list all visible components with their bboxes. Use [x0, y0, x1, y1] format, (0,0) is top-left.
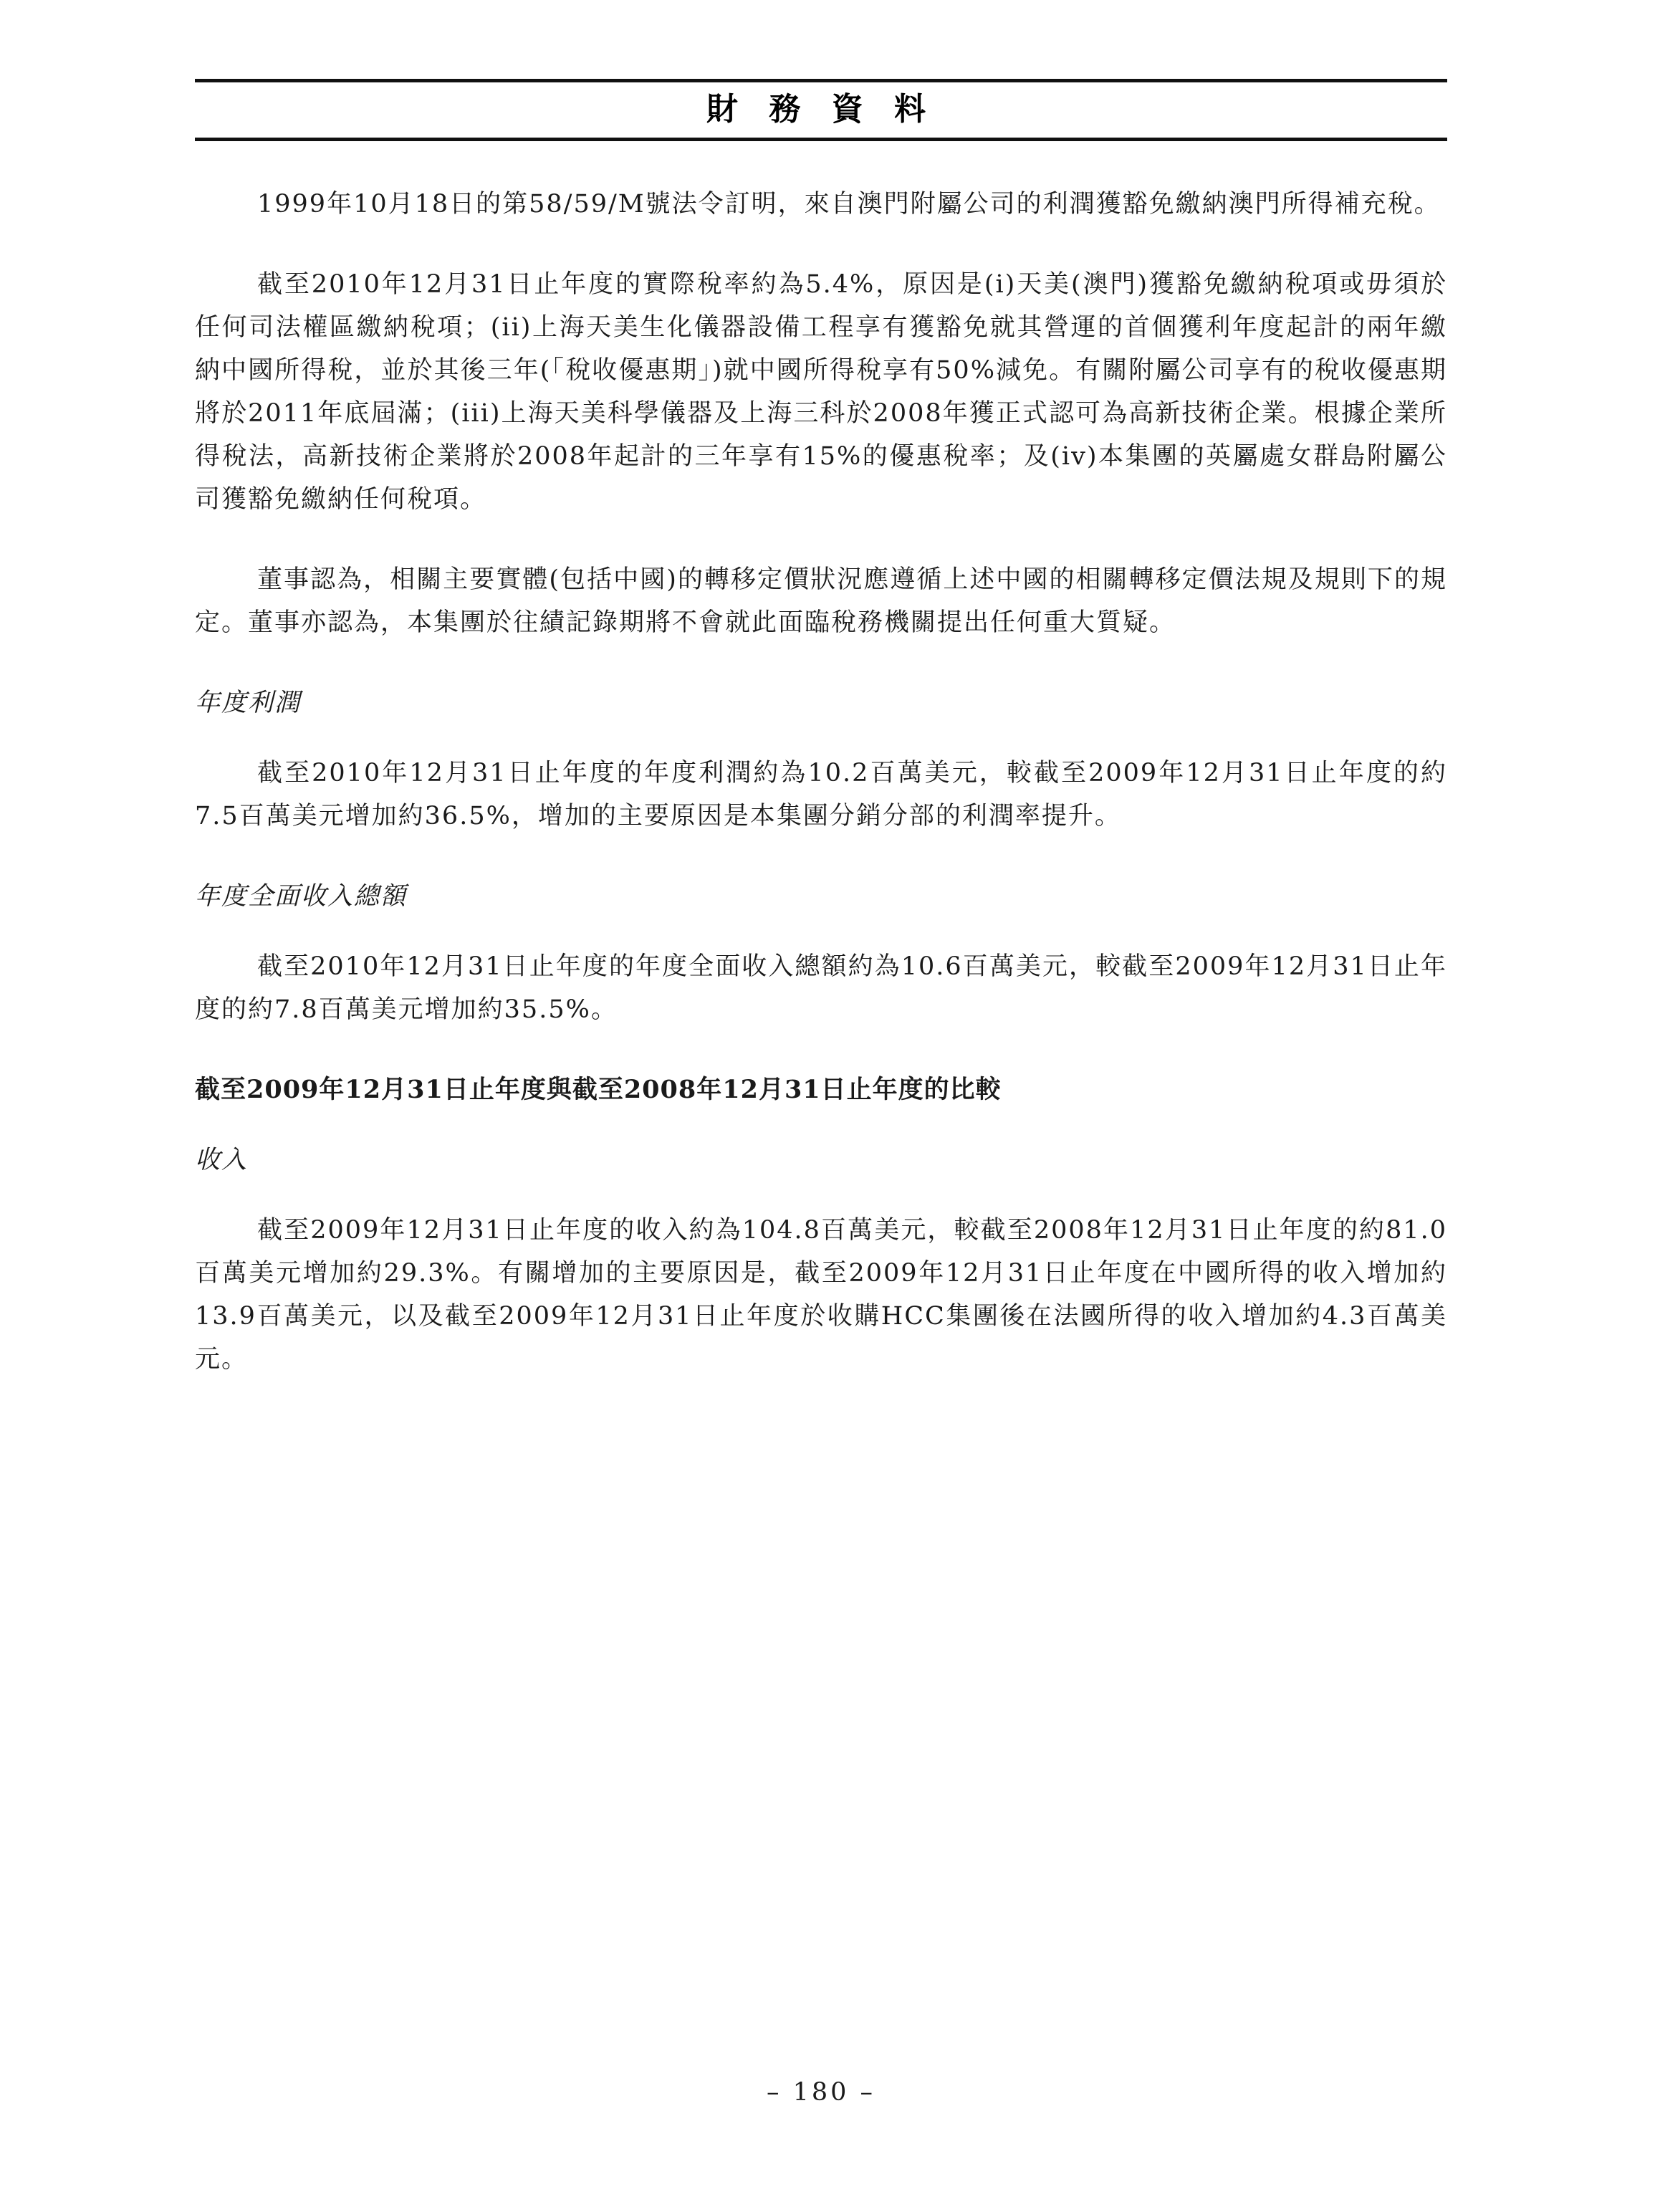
subheading-profit-for-year: 年度利潤 — [195, 689, 302, 717]
paragraph-transfer-pricing: 董事認為，相關主要實體(包括中國)的轉移定價狀況應遵循上述中國的相關轉移定價法規及規則下的規定。董事亦認為，本集團於往績記錄期將不會就此面臨稅務機關提出任何重大質疑。 — [195, 565, 1447, 637]
paragraph-profit-for-year: 截至2010年12月31日止年度的年度利潤約為10.2百萬美元，較截至2009年12月31日止年度的約7.5百萬美元增加約36.5%，增加的主要原因是本集團分銷分部的利潤率提升。 — [195, 759, 1447, 830]
header-rule-top — [195, 79, 1447, 82]
paragraph-effective-tax-rate: 截至2010年12月31日止年度的實際稅率約為5.4%，原因是(i)天美(澳門)獲豁免繳納稅項或毋須於任何司法權區繳納稅項；(ii)上海天美生化儀器設備工程享有獲豁免就其營運的首個獲利年度起計的兩年繳納中國所得稅，並於其後三年(「稅收優惠期」)就中國所得稅享有50%減免。有關附屬公司享有的稅收優惠期將於2011年底屆滿；(iii)上海天美科學儀器及上海三科於2008年獲正式認可為高新技術企業。根據企業所得稅法，高新技術企業將於2008年起計的三年享有15%的優惠稅率；及(iv)本集團的英屬處女群島附屬公司獲豁免繳納任何稅項。 — [195, 270, 1447, 514]
body-content — [195, 183, 1447, 1418]
page-number: – 180 – — [766, 2078, 876, 2107]
paragraph-revenue: 截至2009年12月31日止年度的收入約為104.8百萬美元，較截至2008年12月31日止年度的約81.0百萬美元增加約29.3%。有關增加的主要原因是，截至2009年12月31日止年度在中國所得的收入增加約13.9百萬美元，以及截至2009年12月31日止年度於收購HCC集團後在法國所得的收入增加約4.3百萬美元。 — [195, 1216, 1447, 1374]
paragraph-macau-tax: 1999年10月18日的第58/59/M號法令訂明，來自澳門附屬公司的利潤獲豁免繳納澳門所得補充稅。 — [257, 190, 1441, 219]
subheading-revenue: 收入 — [195, 1146, 249, 1174]
paragraph-total-comprehensive-income: 截至2010年12月31日止年度的年度全面收入總額約為10.6百萬美元，較截至2009年12月31日止年度的約7.8百萬美元增加約35.5%。 — [195, 952, 1447, 1024]
subheading-total-comprehensive-income: 年度全面收入總額 — [195, 882, 408, 911]
page-title: 財 務 資 料 — [706, 91, 936, 128]
header-rule-bottom — [195, 138, 1447, 141]
document-page — [195, 0, 1447, 2212]
section-heading-comparison: 截至2009年12月31日止年度與截至2008年12月31日止年度的比較 — [195, 1075, 1002, 1104]
